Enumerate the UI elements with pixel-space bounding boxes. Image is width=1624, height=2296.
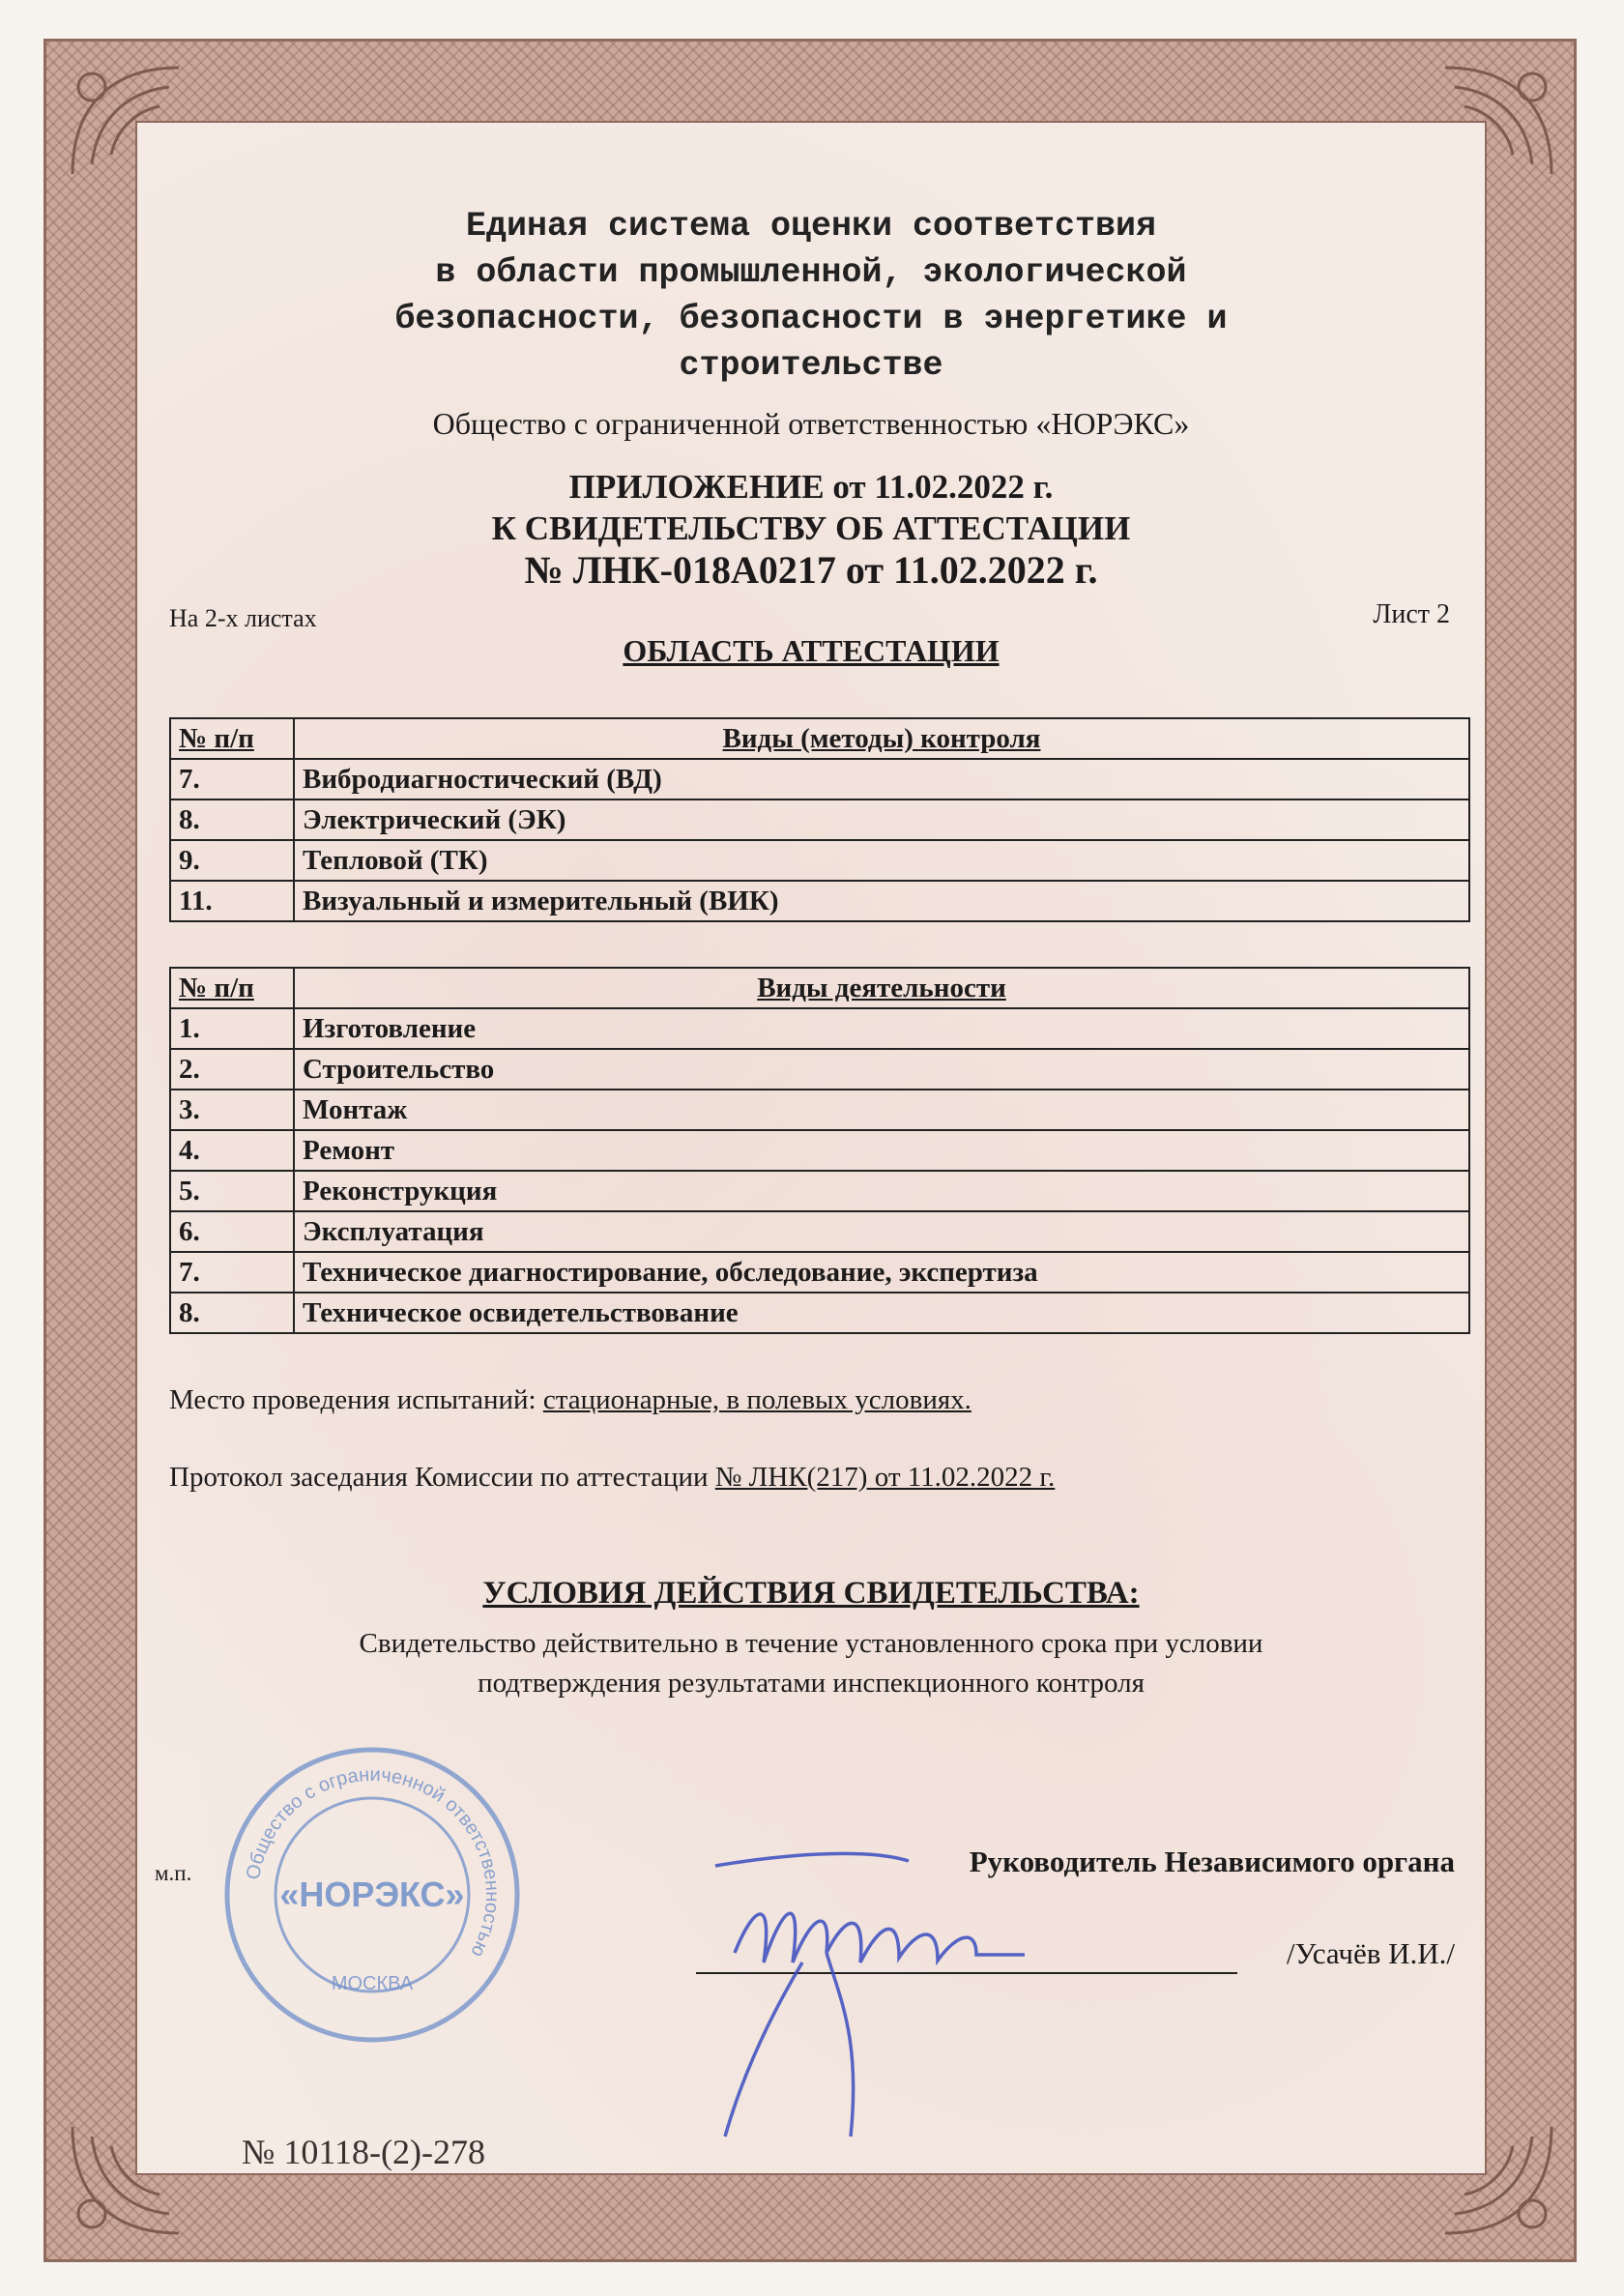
row-value: Строительство [294,1049,1469,1090]
organization-stamp [218,1740,527,2049]
document-title [135,466,1487,591]
protocol-value: № ЛНК(217) от 11.02.2022 г. [714,1462,1056,1493]
handwritten-signature [657,1846,1121,2156]
row-number: 7. [170,1252,294,1293]
row-value: Ремонт [294,1130,1469,1171]
signatory-title: Руководитель Независимого органа [969,1845,1455,1878]
conditions-text [135,1624,1487,1703]
organization-name: Общество с ограниченной ответственностью «НОРЭКС» [432,406,1190,441]
corner-ornament-icon [1426,2107,1571,2252]
column-header: Виды деятельности [294,968,1469,1008]
row-value: Вибродиагностический (ВД) [294,759,1469,799]
table-row [170,1090,1469,1130]
row-value: Монтаж [294,1090,1469,1130]
conditions-line: подтверждения результатами инспекционного контроля [478,1668,1145,1699]
system-line: строительстве [679,346,943,385]
conditions-line: Свидетельство действительно в течение установленного срока при условии [359,1628,1263,1659]
row-number: 3. [170,1090,294,1130]
corner-ornament-icon [53,48,198,193]
table-header-row [170,968,1469,1008]
table-header-row [170,718,1469,759]
sheet-number: Лист 2 [1373,599,1450,629]
table-row [170,881,1469,921]
table-row [170,799,1469,840]
row-value: Техническое освидетельствование [294,1293,1469,1333]
system-line: в области промышленной, экологической [435,253,1187,292]
table-row [170,1252,1469,1293]
protocol-line [169,1462,1055,1494]
table-row [170,1293,1469,1333]
conditions-title: УСЛОВИЯ ДЕЙСТВИЯ СВИДЕТЕЛЬСТВА: [482,1576,1140,1611]
stamp-bottom-text: МОСКВА [331,1973,414,1994]
system-line: безопасности, безопасности в энергетике и [394,300,1228,338]
table-row [170,1211,1469,1252]
corner-ornament-icon [1426,48,1571,193]
row-number: 1. [170,1008,294,1049]
sheets-total: На 2-х листах [169,604,317,632]
seal-place-label: м.п. [155,1861,192,1885]
stamp-center-text: «НОРЭКС» [279,1875,465,1914]
row-number: 5. [170,1171,294,1211]
row-number: 6. [170,1211,294,1252]
test-location [169,1384,972,1416]
row-value: Эксплуатация [294,1211,1469,1252]
certificate-reference: № ЛНК-018А0217 от 11.02.2022 г. [524,548,1098,592]
table-row [170,1171,1469,1211]
section-title: ОБЛАСТЬ АТТЕСТАЦИИ [623,633,1000,668]
test-location-label: Место проведения испытаний: [169,1384,543,1415]
row-number: 7. [170,759,294,799]
test-location-value: стационарные, в полевых условиях. [542,1384,972,1415]
row-value: Тепловой (ТК) [294,840,1469,881]
column-header: № п/п [170,968,294,1008]
row-number: 11. [170,881,294,921]
row-number: 9. [170,840,294,881]
table-row [170,759,1469,799]
protocol-label: Протокол заседания Комиссии по аттестации [169,1462,715,1493]
signatory-name: /Усачёв И.И./ [1286,1936,1455,1970]
row-value: Электрический (ЭК) [294,799,1469,840]
stamp-ring-text: Общество с ограниченной ответственностью [242,1763,504,1961]
row-value: Изготовление [294,1008,1469,1049]
system-name [135,203,1487,389]
table-row [170,1008,1469,1049]
column-header: Виды (методы) контроля [294,718,1469,759]
system-line: Единая система оценки соответствия [465,207,1157,246]
table-row [170,1130,1469,1171]
row-number: 4. [170,1130,294,1171]
row-value: Реконструкция [294,1171,1469,1211]
row-value: Визуальный и измерительный (ВИК) [294,881,1469,921]
row-number: 8. [170,1293,294,1333]
row-number: 2. [170,1049,294,1090]
title-line: ПРИЛОЖЕНИЕ от 11.02.2022 г. [568,468,1054,506]
methods-table [169,717,1470,922]
row-value: Техническое диагностирование, обследование, экспертиза [294,1252,1469,1293]
corner-ornament-icon [53,2107,198,2252]
activities-table [169,967,1470,1334]
row-number: 8. [170,799,294,840]
title-line: К СВИДЕТЕЛЬСТВУ ОБ АТТЕСТАЦИИ [491,509,1131,547]
certificate-number: № 10118-(2)-278 [242,2133,485,2171]
table-row [170,840,1469,881]
column-header: № п/п [170,718,294,759]
table-row [170,1049,1469,1090]
